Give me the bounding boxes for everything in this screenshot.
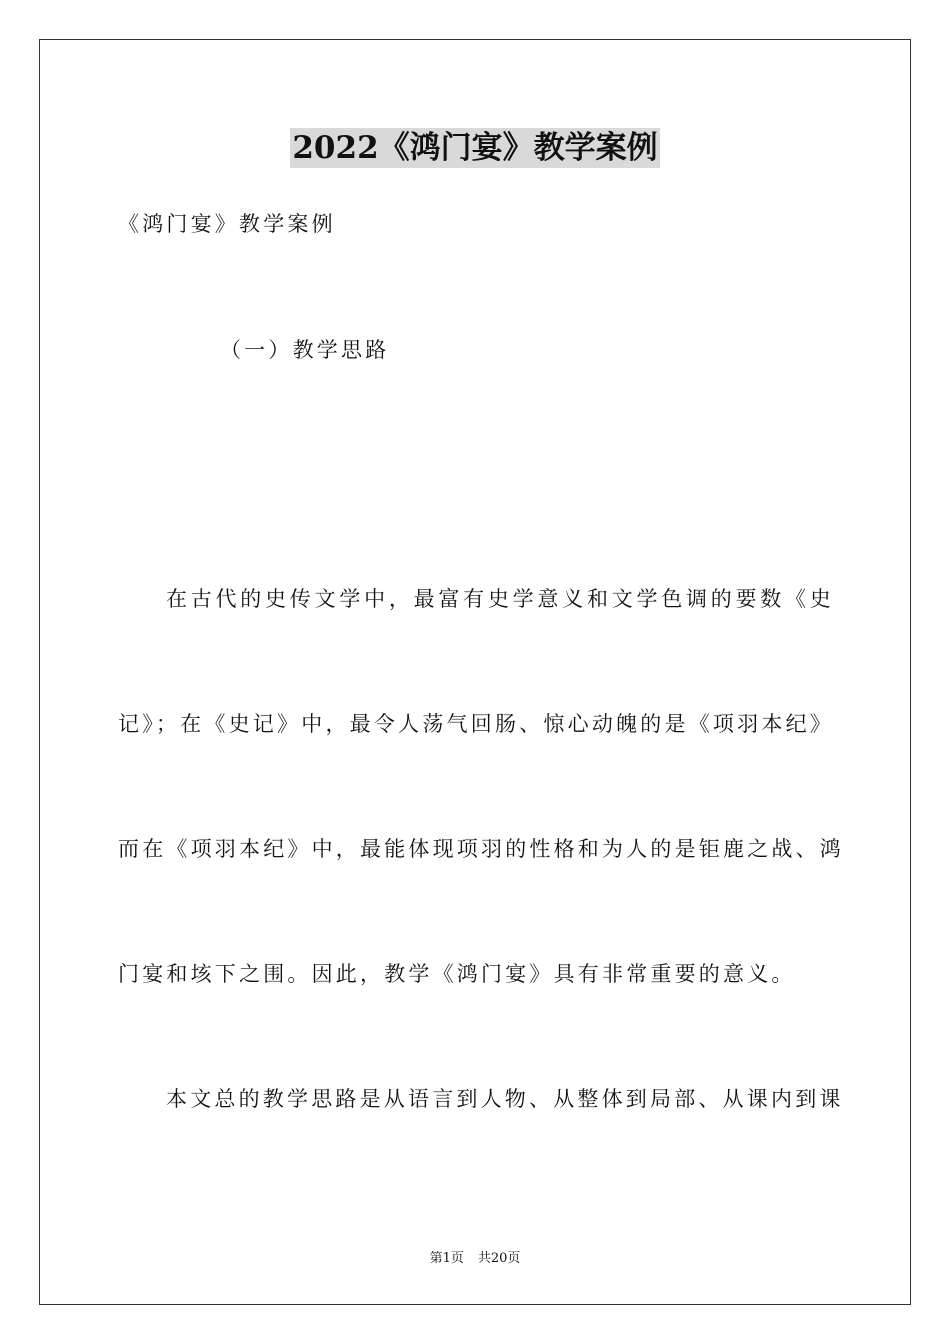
body-line-3: 而在《项羽本纪》中，最能体现项羽的性格和为人的是钜鹿之战、鸿 — [118, 837, 844, 861]
page-number: 第1页 — [429, 1251, 464, 1266]
page-total: 共20页 — [477, 1251, 521, 1266]
page-footer — [0, 1250, 950, 1268]
body-line-1: 在古代的史传文学中，最富有史学意义和文学色调的要数《史 — [166, 587, 834, 611]
title-container — [0, 128, 950, 168]
body-line-2: 记》；在《史记》中，最令人荡气回肠、惊心动魄的是《项羽本纪》 — [118, 712, 834, 736]
body-line-5: 本文总的教学思路是从语言到人物、从整体到局部、从课内到课 — [166, 1087, 844, 1111]
section-heading: （一）教学思路 — [220, 338, 390, 362]
document-subtitle: 《鸿门宴》教学案例 — [118, 212, 336, 236]
body-line-4: 门宴和垓下之围。因此，教学《鸿门宴》具有非常重要的意义。 — [118, 962, 796, 986]
document-title: 2022《鸿门宴》教学案例 — [292, 130, 658, 166]
